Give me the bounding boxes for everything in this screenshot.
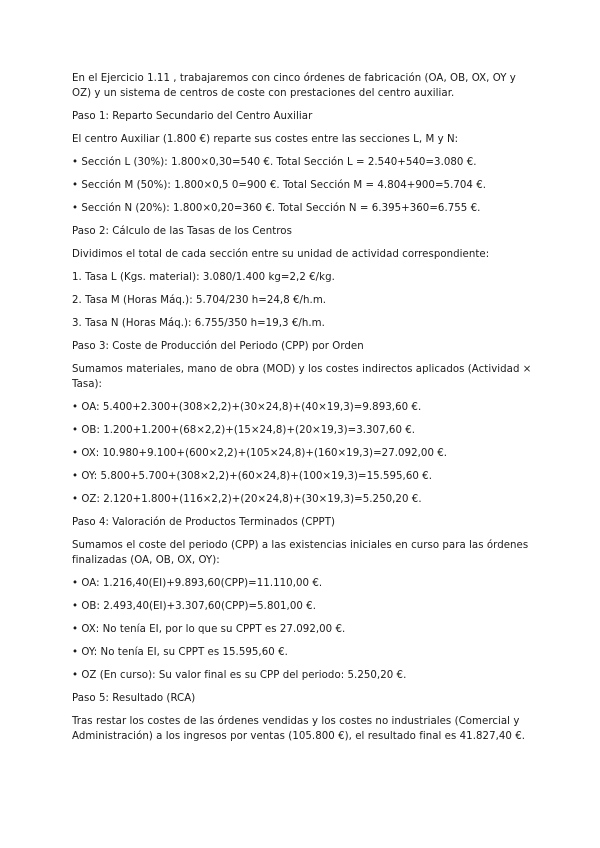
step3-text: Sumamos materiales, mano de obra (MOD) y los costes indirectos aplicados (Actividad × Tasa): xyxy=(72,364,532,390)
document-page xyxy=(72,71,532,744)
step2-item-2: 2. Tasa M (Horas Máq.): 5.704/230 h=24,8 €/h.m. xyxy=(72,295,327,306)
step2-text: Dividimos el total de cada sección entre su unidad de actividad correspondiente: xyxy=(72,249,490,260)
step1-item-n: • Sección N (20%): 1.800×0,20=360 €. Total Sección N = 6.395+360=6.755 €. xyxy=(72,201,532,216)
step4-item-oy: • OY: No tenía EI, su CPPT es 15.595,60 €. xyxy=(72,645,532,660)
step4-item-oa: • OA: 1.216,40(EI)+9.893,60(CPP)=11.110,00 €. xyxy=(72,576,532,591)
step2-item-1: 1. Tasa L (Kgs. material): 3.080/1.400 kg=2,2 €/kg. xyxy=(72,272,335,283)
intro-paragraph: En el Ejercicio 1.11 , trabajaremos con cinco órdenes de fabricación (OA, OB, OX, OY y OZ) y un sistema de centros de coste con prestaciones del centro auxiliar. xyxy=(72,73,516,99)
step5-text: Tras restar los costes de las órdenes vendidas y los costes no industriales (Comercial y Administración) a los ingresos por ventas (105.800 €), el resultado final es 41.827,40 €. xyxy=(72,716,526,742)
step2-heading: Paso 2: Cálculo de las Tasas de los Centros xyxy=(72,226,292,237)
step3-item-oz: • OZ: 2.120+1.800+(116×2,2)+(20×24,8)+(30×19,3)=5.250,20 €. xyxy=(72,492,532,507)
step3-item-oy: • OY: 5.800+5.700+(308×2,2)+(60×24,8)+(100×19,3)=15.595,60 €. xyxy=(72,469,532,484)
step4-heading: Paso 4: Valoración de Productos Terminados (CPPT) xyxy=(72,517,336,528)
step1-item-m: • Sección M (50%): 1.800×0,5 0=900 €. Total Sección M = 4.804+900=5.704 €. xyxy=(72,178,532,193)
step1-heading: Paso 1: Reparto Secundario del Centro Auxiliar xyxy=(72,111,313,122)
step4-item-oz: • OZ (En curso): Su valor final es su CPP del periodo: 5.250,20 €. xyxy=(72,668,532,683)
step1-text: El centro Auxiliar (1.800 €) reparte sus costes entre las secciones L, M y N: xyxy=(72,134,459,145)
step5-heading: Paso 5: Resultado (RCA) xyxy=(72,693,196,704)
step3-item-ox: • OX: 10.980+9.100+(600×2,2)+(105×24,8)+(160×19,3)=27.092,00 €. xyxy=(72,446,532,461)
step3-heading: Paso 3: Coste de Producción del Periodo (CPP) por Orden xyxy=(72,341,364,352)
step4-text: Sumamos el coste del periodo (CPP) a las existencias iniciales en curso para las órdenes finalizadas (OA, OB, OX, OY): xyxy=(72,540,529,566)
step4-item-ox: • OX: No tenía EI, por lo que su CPPT es 27.092,00 €. xyxy=(72,622,532,637)
step3-item-oa: • OA: 5.400+2.300+(308×2,2)+(30×24,8)+(40×19,3)=9.893,60 €. xyxy=(72,400,532,415)
step2-item-3: 3. Tasa N (Horas Máq.): 6.755/350 h=19,3 €/h.m. xyxy=(72,318,325,329)
step1-item-l: • Sección L (30%): 1.800×0,30=540 €. Total Sección L = 2.540+540=3.080 €. xyxy=(72,155,532,170)
step4-item-ob: • OB: 2.493,40(EI)+3.307,60(CPP)=5.801,00 €. xyxy=(72,599,532,614)
step3-item-ob: • OB: 1.200+1.200+(68×2,2)+(15×24,8)+(20×19,3)=3.307,60 €. xyxy=(72,423,532,438)
